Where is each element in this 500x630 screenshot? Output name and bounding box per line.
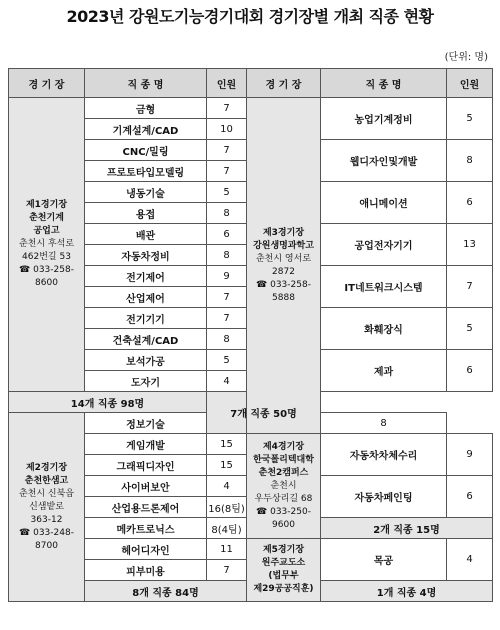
trade-cell: 게임개발: [85, 434, 207, 455]
venue-5-total: 1개 직종 4명: [321, 581, 493, 602]
venue-5-name3: (법무부: [268, 571, 299, 581]
header-venue-right: 경 기 장: [247, 69, 321, 98]
trade-cell: 자동차정비: [85, 245, 207, 266]
count-cell: 7: [207, 161, 247, 182]
venue-5: [247, 539, 321, 602]
count-cell: 8: [207, 203, 247, 224]
trade-cell: 정보기술: [85, 413, 207, 434]
venue-1-total: 14개 직종 98명: [9, 392, 207, 413]
trade-cell: 산업용드론제어: [85, 497, 207, 518]
count-cell: 8: [207, 245, 247, 266]
trade-cell: 프로토타입모델링: [85, 161, 207, 182]
count-cell: 6: [447, 350, 493, 392]
venue-2-name1: 제2경기장: [25, 462, 68, 473]
count-cell: 5: [207, 350, 247, 371]
venue-1-name1: 제1경기장: [25, 200, 68, 210]
venue-5-name4: 제29공공직훈): [253, 584, 314, 594]
count-cell: 8: [321, 413, 447, 434]
trade-cell: 전기제어: [85, 266, 207, 287]
count-cell: 4: [207, 476, 247, 497]
trade-cell: 배관: [85, 224, 207, 245]
trade-cell: 헤어디자인: [85, 539, 207, 560]
count-cell: 9: [447, 434, 493, 476]
count-cell: 16(8팀): [207, 497, 247, 518]
venue-4-name1: 제4경기장: [262, 441, 305, 452]
venue-3-addr1: 춘천시 영서로: [255, 253, 312, 264]
count-cell: 11: [207, 539, 247, 560]
venue-4-name3: 춘천2캠퍼스: [258, 467, 309, 478]
trade-cell: IT네트워크시스템: [321, 266, 447, 308]
venue-1-addr2: 462번길 53: [22, 252, 71, 262]
trade-cell: 냉동기술: [85, 182, 207, 203]
venue-3: [247, 98, 321, 434]
trade-cell: 피부미용: [85, 560, 207, 581]
header-trade-left: 직 종 명: [85, 69, 207, 98]
trade-cell: 산업제어: [85, 287, 207, 308]
trade-cell: 전기기기: [85, 308, 207, 329]
trade-cell: 제과: [321, 350, 447, 392]
count-cell: 5: [207, 182, 247, 203]
venue-table: [8, 68, 493, 602]
count-cell: 6: [447, 476, 493, 518]
venue-2-addr2: 신샘밭로: [29, 501, 64, 512]
count-cell: 5: [447, 98, 493, 140]
venue-2-total: 8개 직종 84명: [85, 581, 247, 602]
venue-2-name2: 춘천한샘고: [24, 475, 69, 486]
trade-cell: 목공: [321, 539, 447, 581]
trade-cell: 웹디자인및개발: [321, 140, 447, 182]
venue-2-phone: ☎ 033-248-8700: [19, 527, 74, 551]
trade-cell: 보석가공: [85, 350, 207, 371]
trade-cell: 농업기계정비: [321, 98, 447, 140]
count-cell: 10: [207, 119, 247, 140]
venue-4-name2: 한국폴리텍대학: [253, 454, 314, 465]
venue-4-addr1: 춘천시: [270, 480, 297, 491]
count-cell: 6: [447, 182, 493, 224]
count-cell: 7: [207, 287, 247, 308]
venue-5-name1: 제5경기장: [262, 545, 305, 555]
trade-cell: CNC/밀링: [85, 140, 207, 161]
count-cell: 7: [207, 140, 247, 161]
header-count-right: 인원: [447, 69, 493, 98]
trade-cell: 도자기: [85, 371, 207, 392]
venue-5-name2: 원주교도소: [261, 558, 306, 568]
venue-3-addr2: 2872: [272, 266, 295, 277]
count-cell: 4: [447, 539, 493, 581]
venue-2-addr3: 363-12: [30, 514, 63, 525]
venue-4-addr2: 우두상리길 68: [254, 493, 313, 504]
trade-cell: 기계설계/CAD: [85, 119, 207, 140]
count-cell: 7: [207, 308, 247, 329]
trade-cell: 애니메이션: [321, 182, 447, 224]
page-title: 2023년 강원도기능경기대회 경기장별 개최 직종 현황: [66, 7, 434, 26]
trade-cell: 화훼장식: [321, 308, 447, 350]
venue-3-name1: 제3경기장: [262, 227, 305, 238]
venue-1-name3: 공업고: [33, 226, 60, 236]
venue-4-total: 2개 직종 15명: [321, 518, 493, 539]
count-cell: 8: [447, 140, 493, 182]
header-venue-left: 경 기 장: [9, 69, 85, 98]
header-trade-right: 직 종 명: [321, 69, 447, 98]
venue-3-total: 7개 직종 50명: [207, 392, 321, 434]
venue-1: [9, 98, 85, 392]
trade-cell: 용접: [85, 203, 207, 224]
venue-3-phone: ☎ 033-258-5888: [256, 279, 311, 303]
trade-cell: 자동차차체수리: [321, 434, 447, 476]
venue-4-phone: ☎ 033-250-9600: [256, 506, 311, 530]
trade-cell: 메카트로닉스: [85, 518, 207, 539]
venue-1-phone: ☎ 033-258-8600: [19, 265, 74, 288]
venue-4: [247, 434, 321, 539]
count-cell: 4: [207, 371, 247, 392]
count-cell: 5: [447, 308, 493, 350]
trade-cell: 그래픽디자인: [85, 455, 207, 476]
venue-3-name2: 강원생명과학고: [253, 240, 314, 251]
venue-1-name2: 춘천기계: [29, 213, 64, 223]
unit-label: (단위: 명): [444, 52, 488, 63]
count-cell: 13: [447, 224, 493, 266]
count-cell: 7: [207, 560, 247, 581]
trade-cell: 건축설계/CAD: [85, 329, 207, 350]
count-cell: 8(4팀): [207, 518, 247, 539]
trade-cell: 자동차페인팅: [321, 476, 447, 518]
count-cell: 8: [207, 329, 247, 350]
venue-1-addr1: 춘천시 후석로: [18, 239, 75, 249]
trade-cell: 공업전자기기: [321, 224, 447, 266]
trade-cell: 사이버보안: [85, 476, 207, 497]
header-count-left: 인원: [207, 69, 247, 98]
trade-cell: 금형: [85, 98, 207, 119]
count-cell: 7: [207, 98, 247, 119]
venue-2-addr1: 춘천시 신북읍: [18, 488, 75, 499]
venue-2: [9, 413, 85, 602]
count-cell: 6: [207, 224, 247, 245]
count-cell: 15: [207, 434, 247, 455]
count-cell: 15: [207, 455, 247, 476]
count-cell: 9: [207, 266, 247, 287]
count-cell: 7: [447, 266, 493, 308]
